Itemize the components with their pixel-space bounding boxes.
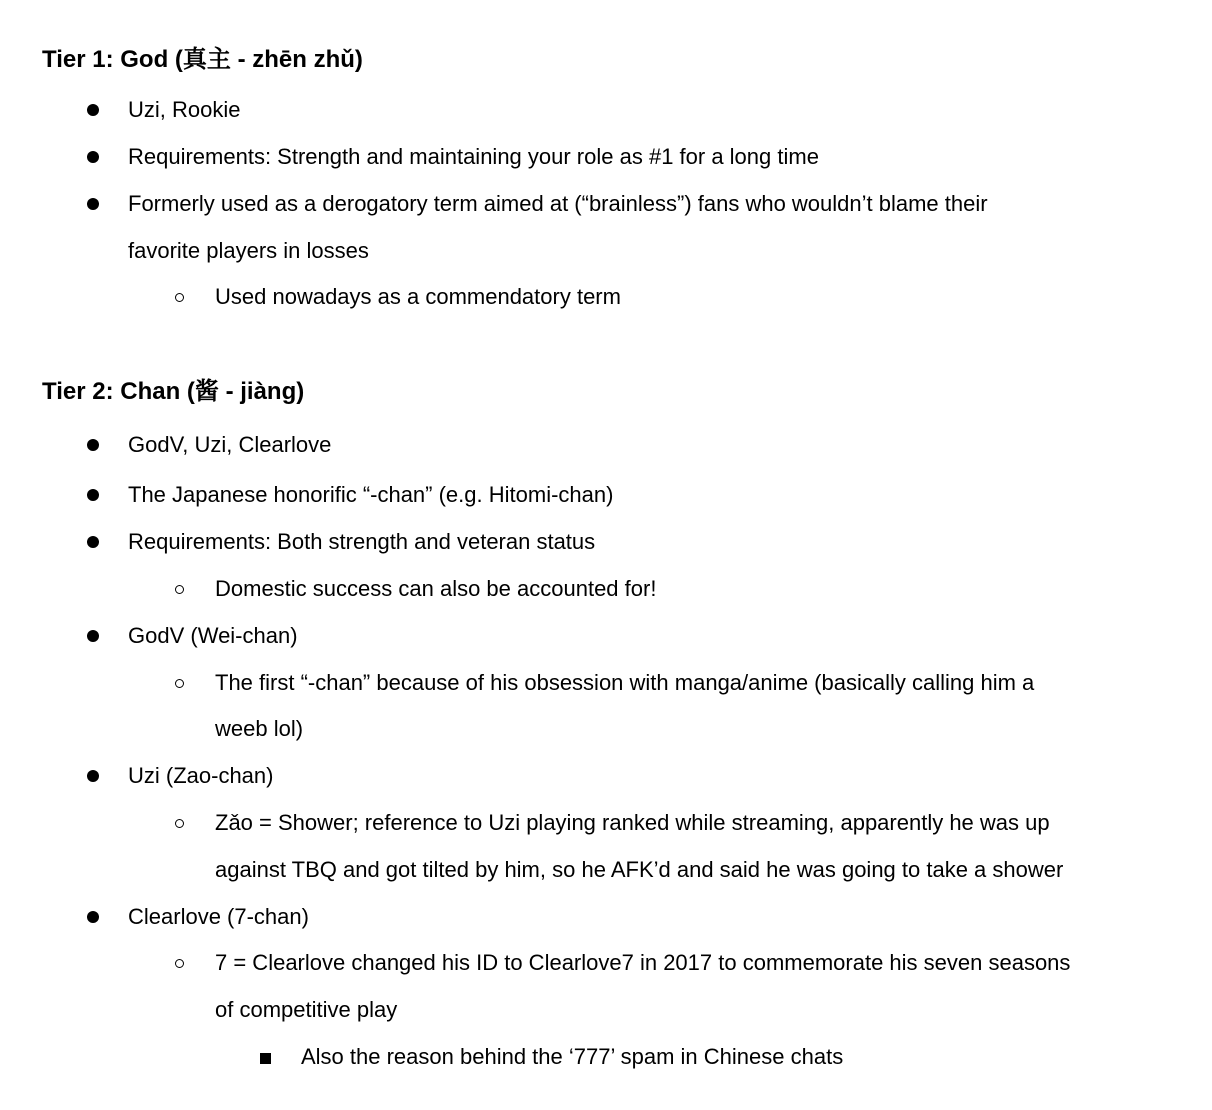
- list-item: The first “-chan” because of his obsession with manga/anime (basically calling him a: [215, 670, 1035, 695]
- list-item: GodV, Uzi, Clearlove: [128, 432, 332, 457]
- list-item: Formerly used as a derogatory term aimed at (“brainless”) fans who wouldn’t blame their: [128, 191, 988, 216]
- list-item: Uzi (Zao-chan): [128, 763, 274, 788]
- bullet-circle-icon: [175, 959, 184, 968]
- list-item: 7 = Clearlove changed his ID to Clearlove7 in 2017 to commemorate his seven seasons: [215, 950, 1071, 975]
- bullet-disc-icon: [87, 104, 99, 116]
- list-item: Used nowadays as a commendatory term: [215, 284, 621, 309]
- bullet-disc-icon: [87, 630, 99, 642]
- bullet-disc-icon: [87, 439, 99, 451]
- tier1-heading: Tier 1: God (真主 - zhēn zhǔ): [42, 46, 363, 73]
- bullet-circle-icon: [175, 679, 184, 688]
- bullet-disc-icon: [87, 911, 99, 923]
- list-item-continuation: against TBQ and got tilted by him, so he AFK’d and said he was going to take a shower: [215, 857, 1064, 882]
- list-item: Clearlove (7-chan): [128, 904, 309, 929]
- list-item: The Japanese honorific “-chan” (e.g. Hitomi-chan): [128, 482, 614, 507]
- bullet-disc-icon: [87, 151, 99, 163]
- list-item-continuation: weeb lol): [215, 716, 304, 741]
- bullet-square-icon: [260, 1053, 271, 1064]
- bullet-circle-icon: [175, 585, 184, 594]
- list-item: Requirements: Strength and maintaining your role as #1 for a long time: [128, 144, 819, 169]
- list-item-continuation: of competitive play: [215, 997, 398, 1022]
- bullet-circle-icon: [175, 819, 184, 828]
- list-item: GodV (Wei-chan): [128, 623, 298, 648]
- list-item: Requirements: Both strength and veteran status: [128, 529, 596, 554]
- bullet-disc-icon: [87, 198, 99, 210]
- list-item: Domestic success can also be accounted for!: [215, 576, 657, 601]
- list-item-continuation: favorite players in losses: [128, 238, 369, 263]
- tier2-heading: Tier 2: Chan (酱 - jiàng): [42, 378, 305, 405]
- list-item: Zǎo = Shower; reference to Uzi playing ranked while streaming, apparently he was up: [215, 810, 1050, 835]
- bullet-disc-icon: [87, 489, 99, 501]
- list-item: Also the reason behind the ‘777’ spam in Chinese chats: [301, 1044, 844, 1069]
- bullet-disc-icon: [87, 536, 99, 548]
- list-item: Uzi, Rookie: [128, 97, 241, 122]
- bullet-disc-icon: [87, 770, 99, 782]
- bullet-circle-icon: [175, 293, 184, 302]
